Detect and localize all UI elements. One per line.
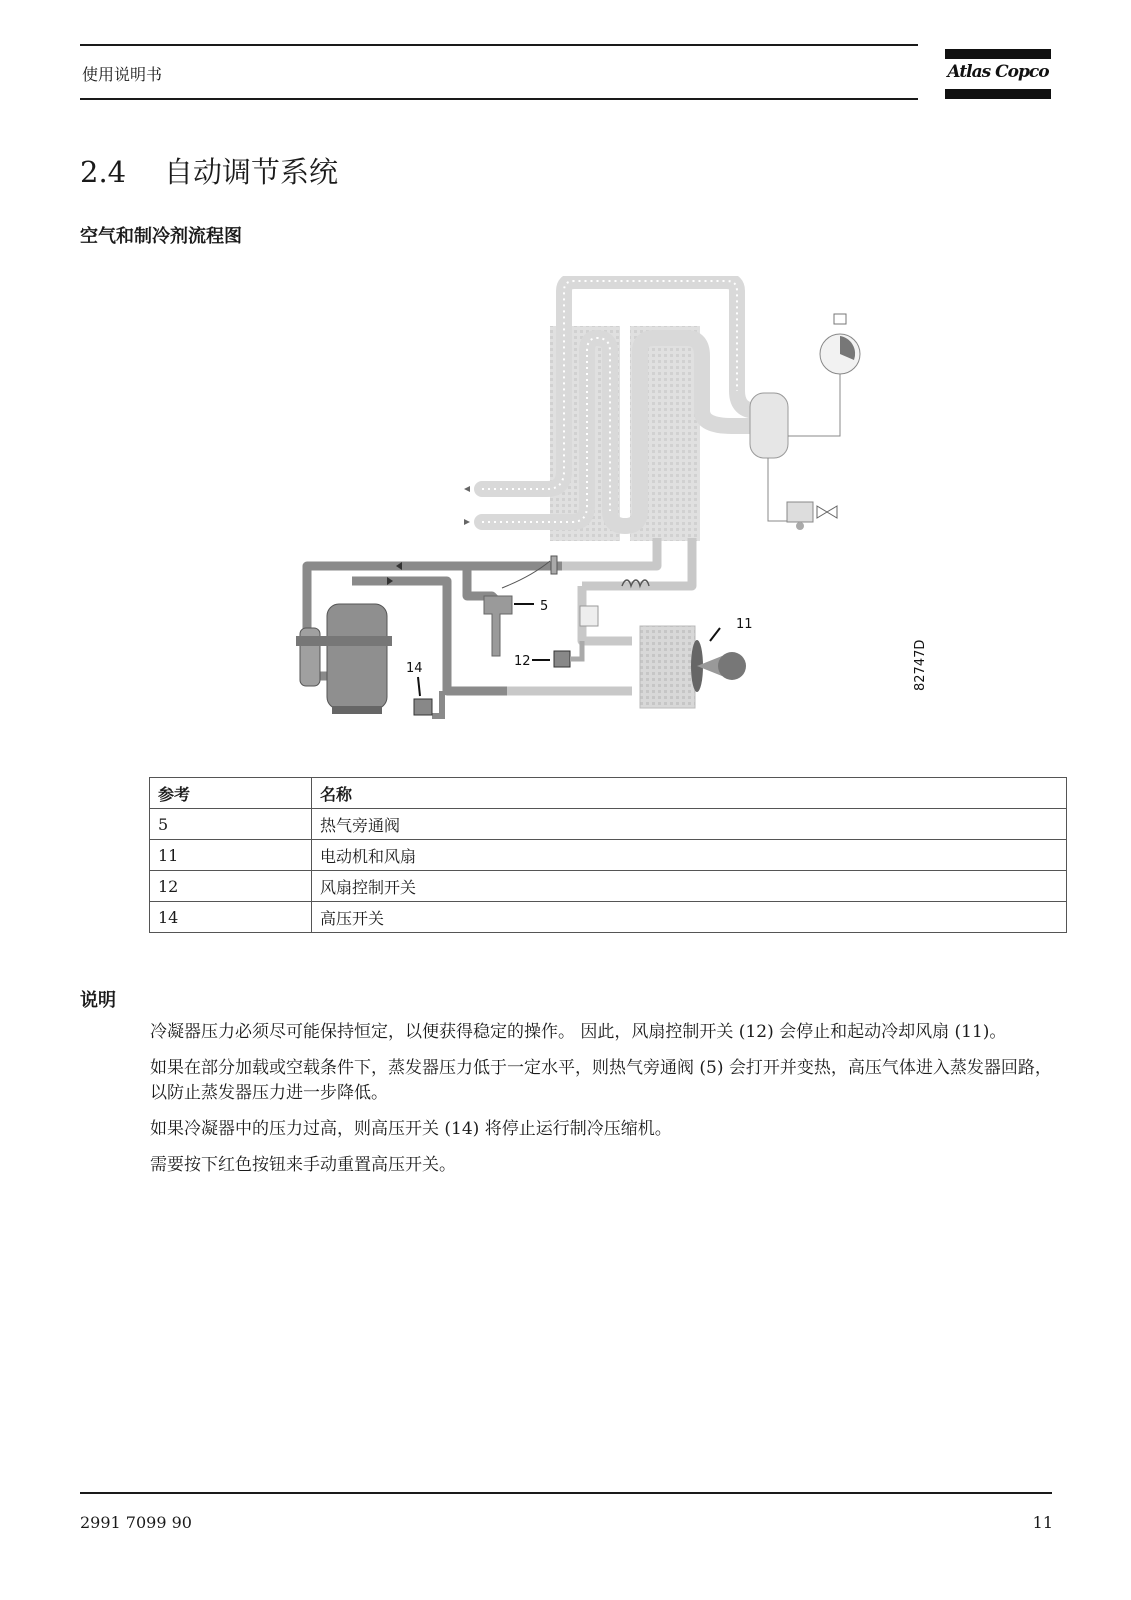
fan-control-switch	[554, 651, 570, 667]
cell-name: 电动机和风扇	[312, 840, 1067, 871]
table-row	[150, 871, 1067, 902]
indicator-icon	[834, 314, 846, 324]
description-body	[150, 1020, 1055, 1189]
cell-name: 高压开关	[312, 902, 1067, 933]
cell-reference: 11	[150, 840, 312, 871]
description-heading: 说明	[80, 990, 116, 1011]
separator	[750, 393, 788, 458]
diagram-title: 空气和制冷剂流程图	[80, 226, 242, 247]
cell-name: 热气旁通阀	[312, 809, 1067, 840]
column-header-reference: 参考	[150, 778, 312, 809]
callout-12: 12	[514, 654, 531, 669]
section-number: 2.4	[80, 155, 127, 189]
logo-text: Atlas Copco	[947, 62, 1049, 82]
paragraph: 如果冷凝器中的压力过高，则高压开关 (14) 将停止运行制冷压缩机。	[150, 1119, 672, 1139]
compressor	[327, 604, 387, 709]
section-title	[80, 150, 338, 191]
table-row	[150, 809, 1067, 840]
paragraph: 如果在部分加载或空载条件下，蒸发器压力低于一定水平，则热气旁通阀 (5) 会打开并变热，高压气体进入蒸发器回路，以防止蒸发器压力进一步降低。	[150, 1058, 1052, 1103]
table-row	[150, 902, 1067, 933]
callout-14: 14	[406, 661, 423, 676]
column-header-name: 名称	[312, 778, 1067, 809]
hot-gas-bypass-valve	[484, 596, 512, 656]
footer-rule	[80, 1492, 1052, 1494]
high-pressure-switch	[414, 699, 432, 715]
page-number: 11	[1032, 1513, 1053, 1532]
drain-valve	[787, 502, 813, 522]
reference-table	[149, 777, 1067, 933]
header-bottom-rule	[80, 98, 918, 100]
condenser	[640, 626, 695, 708]
figure-id: 82747D	[913, 639, 928, 691]
brand-logo	[945, 49, 1051, 99]
paragraph: 需要按下红色按钮来手动重置高压开关。	[150, 1155, 456, 1175]
cell-reference: 14	[150, 902, 312, 933]
table-header-row	[150, 778, 1067, 809]
section-title-text: 自动调节系统	[164, 155, 339, 189]
footer-doc-number: 2991 7099 90	[80, 1513, 192, 1532]
cell-reference: 12	[150, 871, 312, 902]
cell-name: 风扇控制开关	[312, 871, 1067, 902]
flow-diagram	[292, 276, 952, 746]
callout-5: 5	[540, 599, 549, 614]
header-doc-type: 使用说明书	[82, 65, 163, 84]
callout-11: 11	[736, 617, 753, 632]
fan-motor	[718, 652, 746, 680]
table-row	[150, 840, 1067, 871]
cell-reference: 5	[150, 809, 312, 840]
paragraph: 冷凝器压力必须尽可能保持恒定，以便获得稳定的操作。 因此，风扇控制开关 (12) 会停止和起动冷却风扇 (11)。	[150, 1022, 1007, 1042]
header-top-rule	[80, 44, 918, 46]
